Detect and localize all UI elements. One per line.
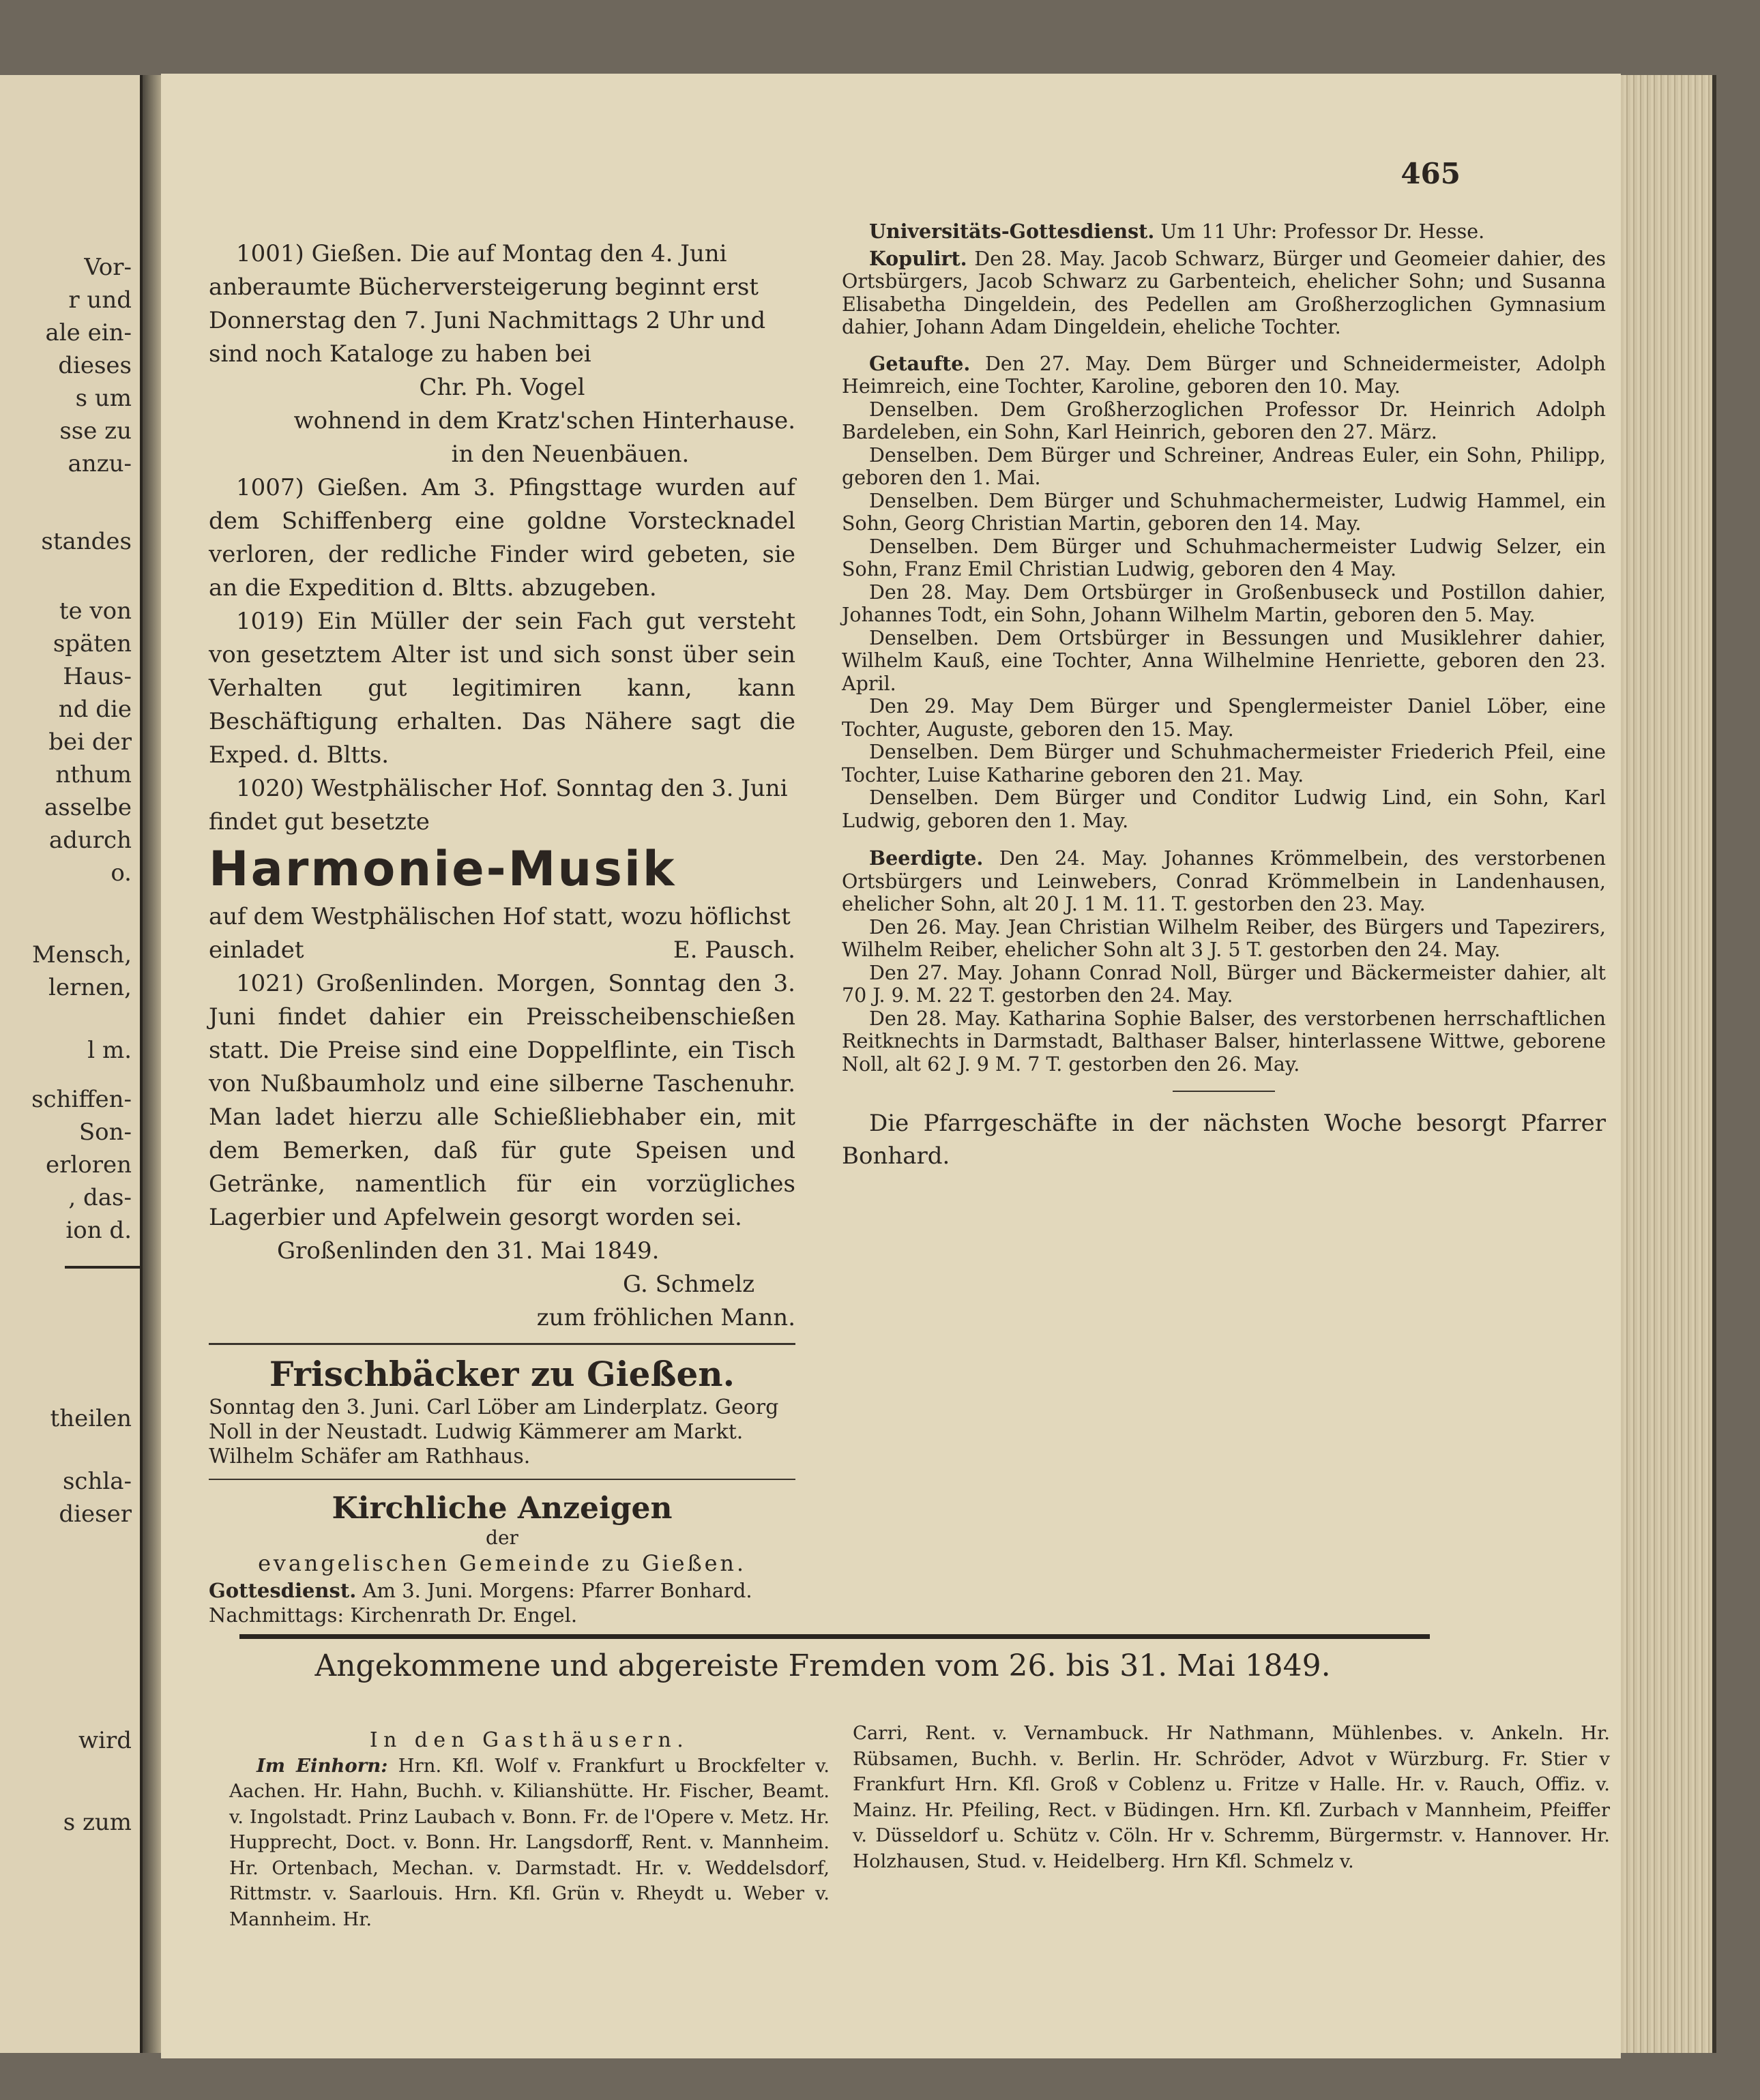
getaufte-entry: Denselben. Dem Großherzoglichen Professor Dr. Heinrich Adolph Bardeleben, ein Sohn, Karl Heinrich, geboren den 27. März. bbox=[842, 398, 1606, 443]
margin-fragment: späten bbox=[53, 630, 132, 657]
book-gutter bbox=[143, 75, 163, 2053]
univ-label: Universitäts-Gottesdienst. bbox=[869, 220, 1155, 243]
margin-fragment: ion d. bbox=[65, 1217, 132, 1244]
getaufte-entry: Denselben. Dem Bürger und Schuhmachermeister, Ludwig Hammel, ein Sohn, Georg Christian Martin, geboren den 14. May. bbox=[842, 489, 1606, 535]
margin-fragment: adurch bbox=[48, 827, 132, 854]
fremden-title: Angekommene und abgereiste Fremden vom 26. bis 31. Mai 1849. bbox=[314, 1648, 1331, 1683]
getaufte-label: Getaufte. bbox=[869, 351, 971, 375]
margin-fragment: Haus- bbox=[63, 663, 132, 690]
kopulirt-label: Kopulirt. bbox=[869, 246, 967, 270]
margin-fragment: bei der bbox=[48, 728, 132, 756]
beerdigte-entry: Den 28. May. Katharina Sophie Balser, des verstorbenen herrschaftlichen Reitknechts in Darmstadt, Balthaser Balser, hinterlassene Wittwe, geborene Noll, alt 62 J. 9 M. 7 T. gestorben den 26. May. bbox=[842, 1007, 1606, 1076]
margin-fragment: nthum bbox=[55, 761, 132, 788]
margin-fragment: , das- bbox=[68, 1184, 132, 1211]
fremden-left-column bbox=[229, 1728, 830, 1932]
page-edges bbox=[1617, 75, 1716, 2053]
section-rule bbox=[209, 1343, 795, 1345]
newspaper-page bbox=[161, 74, 1621, 2058]
heavy-rule bbox=[239, 1634, 1430, 1639]
margin-fragment: Son- bbox=[78, 1119, 132, 1146]
beerdigte-entry: Den 24. May. Johannes Krömmelbein, des verstorbenen Ortsbürgers und Leinwebers, Conrad Krömmelbein in Landenhausen, ehelicher Sohn, alt 20 J. 1 M. 11. T. gestorben den 23. May. bbox=[842, 847, 1606, 915]
kirch-subtitle: evangelischen Gemeinde zu Gießen. bbox=[258, 1550, 746, 1576]
ad-1021-signature: G. Schmelz bbox=[623, 1271, 754, 1298]
getaufte-entry: Denselben. Dem Bürger und Conditor Ludwig Lind, ein Sohn, Karl Ludwig, geboren den 1. May. bbox=[842, 786, 1606, 832]
margin-fragment: Mensch, bbox=[31, 941, 132, 968]
ad-1021-date: Großenlinden den 31. Mai 1849. bbox=[277, 1237, 660, 1265]
gasthaeuser-heading: In den Gasthäusern. bbox=[369, 1728, 690, 1752]
kirchliche-anzeigen-title: Kirchliche Anzeigen bbox=[332, 1491, 673, 1526]
ad-1020-body: auf dem Westphälischen Hof statt, wozu höflichst einladet bbox=[209, 903, 791, 964]
margin-fragment: s um bbox=[75, 385, 132, 412]
getaufte-entry: Den 29. May Dem Bürger und Spenglermeister Daniel Löber, eine Tochter, Auguste, geboren den 15. May. bbox=[842, 695, 1606, 741]
beerdigte-entry: Den 26. May. Jean Christian Wilhelm Reiber, des Bürgers und Tapezirers, Wilhelm Reiber, ehelicher Sohn alt 3 J. 5 T. gestorben den 24. May. bbox=[842, 915, 1606, 961]
margin-rule bbox=[65, 1266, 140, 1269]
univ-text: Um 11 Uhr: Professor Dr. Hesse. bbox=[1160, 220, 1485, 243]
fremden-right-column bbox=[853, 1721, 1610, 1874]
page-number: 465 bbox=[1400, 157, 1461, 190]
ad-1021-signature-2: zum fröhlichen Mann. bbox=[536, 1304, 795, 1331]
margin-fragment: schla- bbox=[62, 1468, 132, 1495]
section-rule bbox=[209, 1479, 795, 1480]
margin-fragment: Vor- bbox=[84, 254, 132, 281]
getaufte-entry: Denselben. Dem Bürger und Schuhmachermeister Friederich Pfeil, eine Tochter, Luise Katharine geboren den 21. May. bbox=[842, 741, 1606, 786]
gottesdienst-text: Am 3. Juni. Morgens: Pfarrer Bonhard. Nachmittags: Kirchenrath Dr. Engel. bbox=[209, 1579, 752, 1627]
beerdigte-entry: Den 27. May. Johann Conrad Noll, Bürger und Bäckermeister dahier, alt 70 J. 9. M. 22 T. gestorben den 24. May. bbox=[842, 961, 1606, 1007]
pfarr-note: Die Pfarrgeschäfte in der nächsten Woche besorgt Pfarrer Bonhard. bbox=[842, 1110, 1606, 1170]
margin-fragment: asselbe bbox=[44, 794, 132, 821]
getaufte-entry: Denselben. Dem Bürger und Schreiner, Andreas Euler, ein Sohn, Philipp, geboren den 1. Mai. bbox=[842, 443, 1606, 489]
ad-1001-address: wohnend in dem Kratz'schen Hinterhause. bbox=[293, 407, 795, 434]
facing-page bbox=[0, 75, 143, 2053]
kopulirt-text: Den 28. May. Jacob Schwarz, Bürger und Geomeier dahier, des Ortsbürgers, Jacob Schwarz zu Garbenteich, ehelicher Sohn; und Susanna Elisabetha Dingeldein, des Pedellen am Großherzoglichen Gymnasium dahier, Johann Adam Dingeldein, eheliche Tochter. bbox=[842, 247, 1606, 338]
margin-fragment: dieses bbox=[58, 352, 132, 379]
left-column bbox=[209, 237, 795, 1627]
ad-1021: 1021) Großenlinden. Morgen, Sonntag den 3. Juni findet dahier ein Preisscheibenschießen statt. Die Preise sind eine Doppelflinte, ein Tisch von Nußbaumholz und eine silberne Taschenuhr. Man ladet hierzu alle Schießliebhaber ein, mit dem Bemerken, daß für gute Speisen und Getränke, namentlich für ein vorzügliches Lagerbier und Apfelwein gesorgt worden sei. bbox=[209, 970, 795, 1231]
margin-fragment: lernen, bbox=[48, 974, 132, 1001]
ad-1001-address-2: in den Neuenbäuen. bbox=[451, 441, 690, 468]
ad-1007: 1007) Gießen. Am 3. Pfingsttage wurden auf dem Schiffenberg eine goldne Vorstecknadel verloren, der redliche Finder wird gebeten, sie an die Expedition d. Bltts. abzugeben. bbox=[209, 474, 795, 602]
beerdigte-label: Beerdigte. bbox=[869, 846, 984, 870]
margin-fragment: s zum bbox=[63, 1809, 132, 1836]
frischbaecker-list: Sonntag den 3. Juni. Carl Löber am Linderplatz. Georg Noll in der Neustadt. Ludwig Kämmerer am Markt. Wilhelm Schäfer am Rathhaus. bbox=[209, 1395, 779, 1468]
right-column bbox=[842, 220, 1606, 1172]
getaufte-entry: Den 28. May. Dem Ortsbürger in Großenbuseck und Postillon dahier, Johannes Todt, ein Sohn, Johann Wilhelm Martin, geboren den 5. May. bbox=[842, 580, 1606, 626]
margin-fragment: theilen bbox=[50, 1405, 132, 1432]
harmonie-musik-headline: Harmonie-Musik bbox=[209, 841, 677, 897]
margin-fragment: nd die bbox=[58, 696, 132, 723]
margin-fragment: anzu- bbox=[68, 450, 132, 477]
margin-fragment: schiffen- bbox=[31, 1086, 132, 1113]
getaufte-entry: Denselben. Dem Bürger und Schuhmachermeister Ludwig Selzer, ein Sohn, Franz Emil Christian Ludwig, geboren den 4 May. bbox=[842, 535, 1606, 580]
ad-1001: 1001) Gießen. Die auf Montag den 4. Juni anberaumte Bücherversteigerung beginnt erst Donnerstag den 7. Juni Nachmittags 2 Uhr und sind noch Kataloge zu haben bei bbox=[209, 240, 766, 368]
ad-1001-signature: Chr. Ph. Vogel bbox=[419, 374, 585, 401]
gottesdienst-label: Gottesdienst. bbox=[209, 1579, 357, 1602]
gast-list-right: Carri, Rent. v. Vernambuck. Hr Nathmann, Mühlenbes. v. Ankeln. Hr. Rübsamen, Buchh. v. Berlin. Hr. Schröder, Advot v Würzburg. Fr. Stier v Frankfurt Hrn. Kfl. Groß v Coblenz u. Fritze v Halle. Hr. v. Rauch, Offiz. v. Mainz. Hr. Pfeiling, Rect. v Büdingen. Hrn. Kfl. Zurbach v Mannheim, Pfeiffer v. Düsseldorf u. Schütz v. Cöln. Hr v. Schremm, Bürgermstr. v. Hannover. Hr. Holzhausen, Stud. v. Heidelberg. Hrn Kfl. Schmelz v. bbox=[853, 1722, 1610, 1872]
ad-1020-signature: E. Pausch. bbox=[673, 936, 795, 964]
margin-fragment: l m. bbox=[87, 1037, 132, 1064]
margin-fragment: erloren bbox=[46, 1151, 132, 1179]
margin-fragment: sse zu bbox=[59, 417, 132, 445]
gast-list-left: Hrn. Kfl. Wolf v. Frankfurt u Brockfelter v. Aachen. Hr. Hahn, Buchh. v. Kilianshütte. Hr. Fischer, Beamt. v. Ingolstadt. Prinz Laubach v. Bonn. Fr. de l'Opere v. Metz. Hr. Hupprecht, Doct. v. Bonn. Hr. Langsdorff, Rent. v. Mannheim. Hr. Ortenbach, Mechan. v. Darmstadt. Hr. v. Weddelsdorf, Rittmstr. v. Saarlouis. Hrn. Kfl. Grün v. Rheydt u. Weber v. Mannheim. Hr. bbox=[229, 1754, 830, 1930]
ad-1020: 1020) Westphälischer Hof. Sonntag den 3. Juni findet gut besetzte bbox=[209, 775, 788, 835]
short-rule bbox=[1173, 1091, 1275, 1092]
margin-fragment: wird bbox=[78, 1727, 132, 1754]
margin-fragment: dieser bbox=[59, 1500, 132, 1528]
getaufte-entry: Den 27. May. Dem Bürger und Schneidermeister, Adolph Heimreich, eine Tochter, Karoline, geboren den 10. May. bbox=[842, 352, 1607, 398]
margin-fragment: ale ein- bbox=[45, 319, 132, 346]
kirch-der: der bbox=[486, 1526, 518, 1549]
margin-fragment: r und bbox=[68, 286, 132, 314]
margin-fragment: o. bbox=[111, 859, 132, 887]
getaufte-entry: Denselben. Dem Ortsbürger in Bessungen und Musiklehrer dahier, Wilhelm Kauß, eine Tochter, Anna Wilhelmine Henriette, geboren den 23. April. bbox=[842, 626, 1606, 695]
einhorn-label: Im Einhorn: bbox=[256, 1754, 388, 1777]
margin-fragment: standes bbox=[41, 528, 132, 555]
margin-fragment: te von bbox=[59, 597, 132, 625]
ad-1019: 1019) Ein Müller der sein Fach gut versteht von gesetztem Alter ist und sich sonst über sein Verhalten gut legitimiren kann, kann Beschäftigung erhalten. Das Nähere sagt die Exped. d. Bltts. bbox=[209, 608, 795, 769]
frischbaecker-title: Frischbäcker zu Gießen. bbox=[269, 1354, 735, 1394]
